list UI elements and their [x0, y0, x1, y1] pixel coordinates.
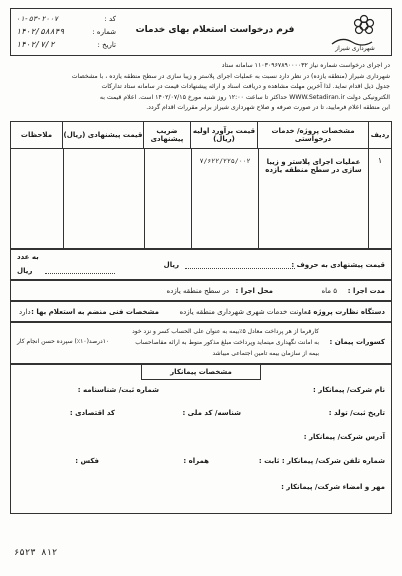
number-label: شماره : — [92, 27, 116, 36]
cell-coef[interactable] — [144, 148, 191, 248]
col-header-row: ردیف — [368, 122, 391, 148]
deductions-text — [123, 326, 319, 359]
price-in-letters-row — [10, 249, 392, 280]
contractor-title: مشخصات پیمانکار — [141, 364, 261, 380]
cell-offer[interactable] — [63, 148, 144, 248]
intro-line-2: شهرداری شیراز (منطقه یازده) در نظر دارد نسبت به عملیات اجرای پلاستر و زیبا سازی در سطح منطقه یازده ، با مشخصات — [71, 72, 390, 80]
col-header-offer: قیمت پیشنهادی (ریال) — [62, 122, 143, 148]
cell-notes[interactable] — [11, 148, 63, 248]
price-number-dots[interactable] — [45, 269, 115, 274]
price-number-rial: ریال — [17, 267, 33, 275]
page-title: فرم درخواست استعلام بهای خدمات — [135, 25, 295, 35]
duration-value: ۵ ماه — [321, 287, 337, 295]
footer-number: ۶۵۲۳ ۸۱۲ — [14, 548, 58, 558]
intro-paragraph — [10, 61, 390, 114]
deductions-line-1: کارفرما از هر پرداخت معادل ۵٪بیمه به عنوان علی الحساب کسر و نزد خود — [132, 328, 319, 335]
intro-line-4: الکترونیکی دولت WWW.Setadiran.ir حداکثر تا ساعت ۱۲:۰۰ روز شنبه مورخ ۱۴۰۲/۰۷/۱۵ است. اعلام قیمت به — [99, 93, 390, 101]
date-value: ۱۴۰۲/۷/۲ — [16, 40, 55, 49]
supervision-value: معاونت خدمات شهری شهرداری منطقه یازده — [179, 308, 311, 316]
deductions-line-3: بیمه از سازمان بیمه تامین اجتماعی میباشد — [212, 350, 319, 357]
national-id-label: شناسه/ کد ملی : — [182, 409, 241, 417]
birth-date-label: تاریخ ثبت/ تولد : — [328, 409, 385, 417]
company-name-label: نام شرکت/ پیمانکار : — [313, 386, 385, 394]
supervision-row — [10, 301, 392, 322]
phone-label: شماره تلفن شرکت/ پیمانکار : ثابت : — [258, 457, 385, 465]
supervision-label: دستگاه نظارت پروژه : — [308, 308, 385, 316]
price-number-label: به عدد — [17, 253, 39, 261]
header-meta — [16, 12, 116, 51]
registration-number-label: شماره ثبت/ شناسنامه : — [77, 386, 159, 394]
place-label: محل اجرا : — [235, 287, 273, 295]
deductions-row — [10, 322, 392, 364]
intro-line-1: در اجرای درخواست شماره نیاز ۱۱۰۳۰۹۶۷۸۹۰۰۰۰۳۲ سامانه ستاد — [221, 62, 390, 69]
fax-label: فکس : — [75, 457, 99, 465]
price-letters-label: قیمت پیشنهادی به حروف : — [291, 261, 385, 269]
col-header-estimate: قیمت برآورد اولیه (ریال) — [190, 122, 257, 148]
seal-signature-label: مهر و امضاء شرکت/ پیمانکار : — [281, 483, 385, 491]
table-row — [11, 148, 391, 248]
cell-spec: عملیات اجرای پلاستر و زیبا سازی در سطح منطقه یازده — [258, 148, 368, 248]
col-header-notes: ملاحظات — [20, 130, 53, 139]
cell-row-number: ۱ — [368, 148, 391, 248]
logo-text: شهرداری شیراز — [335, 45, 375, 52]
address-label: آدرس شرکت/ پیمانکار : — [303, 433, 385, 441]
items-table — [10, 121, 392, 249]
intro-line-5: این منطقه اعلام فرمایید، تا در صورت صرفه و صلاح شهرداری شیراز برابر مقررات اقدام گردد. — [146, 104, 390, 111]
intro-line-3: جدول ذیل اقدام نماید. لذا آخرین مهلت مشاهده و دریافت اسناد و ارائه پیشنهادات قیمت در سامانه ستاد تدارکات — [101, 83, 390, 90]
mobile-label: همراه : — [183, 457, 209, 465]
economic-code-label: کد اقتصادی : — [69, 409, 115, 417]
place-value: در سطح منطقه یازده — [166, 287, 229, 295]
execution-row — [10, 280, 392, 301]
logo — [326, 12, 384, 52]
code-value: ۰۱-۵۳-۲۰۰۷ — [16, 14, 59, 23]
date-label: تاریخ : — [97, 40, 116, 49]
price-letters-rial: ریال — [163, 261, 179, 269]
number-value: ۱۴۰۲/۵۸۸۴۹ — [16, 27, 65, 36]
deductions-label: کسورات پیمان : — [329, 338, 385, 346]
price-letters-dots[interactable] — [185, 262, 295, 269]
col-header-spec: مشخصات پروژه/ خدمات درخواستی — [257, 122, 368, 148]
deductions-line-2: به امانت نگهداری مینماید وپرداخت مبلغ مذکور منوط به ارائه مفاصاحساب — [135, 339, 319, 346]
duration-label: مدت اجرا : — [347, 287, 385, 295]
contractor-section — [10, 364, 392, 514]
col-header-coef: ضریب پیشنهادی — [143, 122, 190, 148]
technical-spec-label: مشخصات فنی منضم به استعلام بها : — [31, 308, 159, 316]
cell-estimate: ۷/۶۲۲/۲۲۵/۰۰۲ — [191, 148, 258, 248]
technical-spec-value: دارد — [19, 308, 31, 316]
performance-deposit: ۱۰درصد(۱۰٪) سپرده حسن انجام کار — [17, 338, 110, 345]
code-label: کد : — [104, 14, 116, 23]
